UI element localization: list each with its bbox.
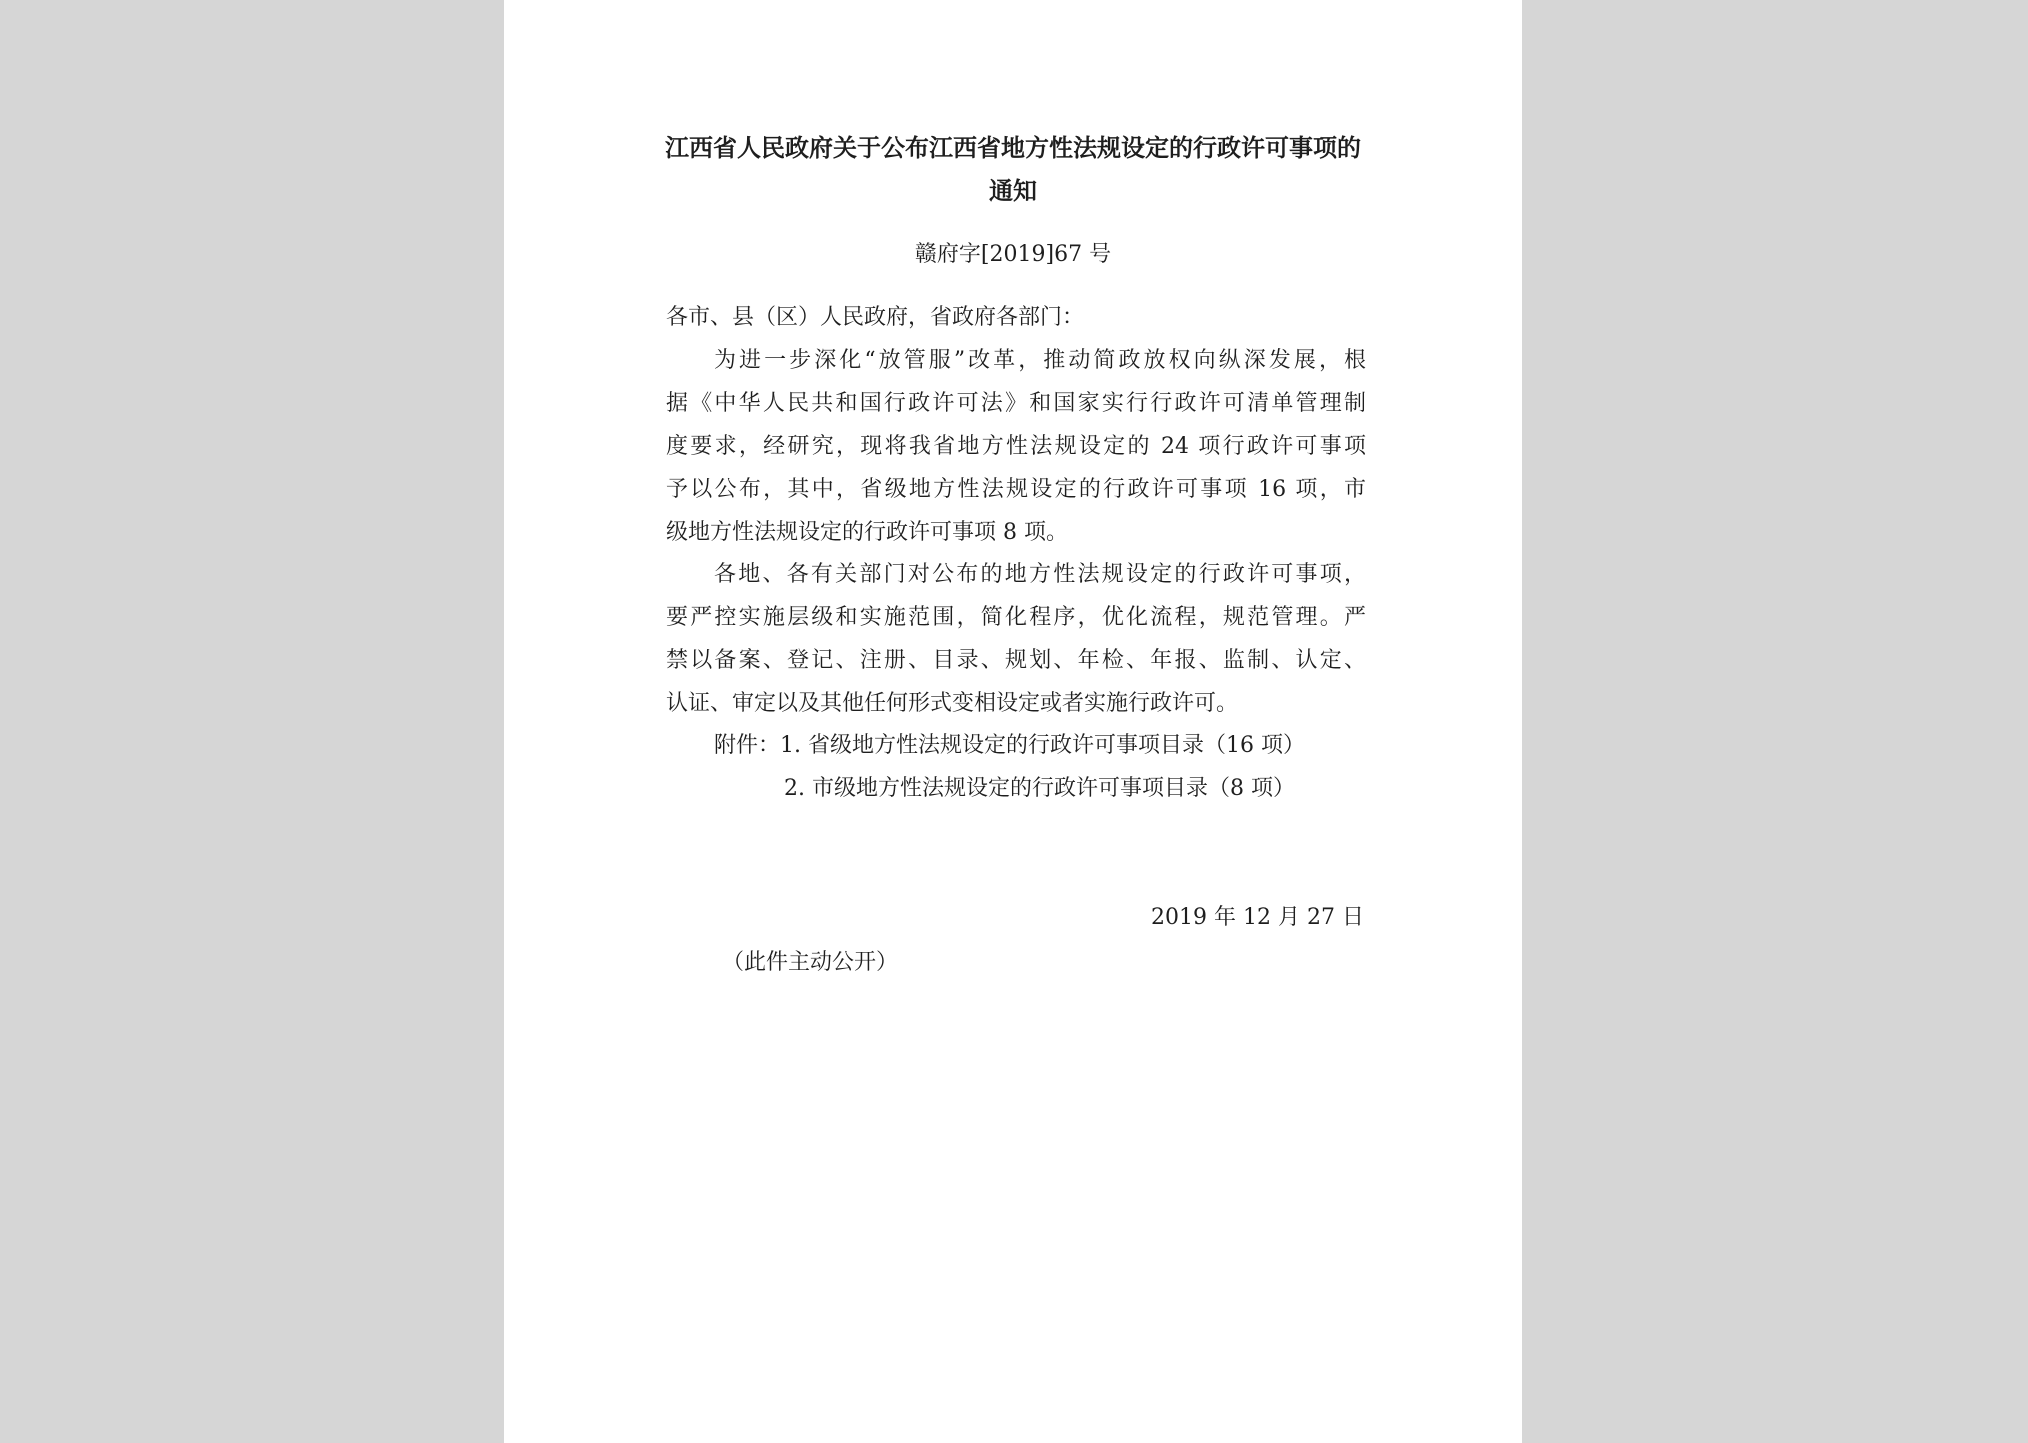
document-page	[504, 0, 1522, 1443]
issue-date: 2019 年 12 月 27 日	[1151, 905, 1364, 930]
doc-title-line-2: 通知	[989, 176, 1037, 205]
paragraph-1-line-5: 级地方性法规设定的行政许可事项 8 项。	[666, 520, 1068, 545]
disclosure-note: （此件主动公开）	[722, 950, 899, 975]
paragraph-1-line-2: 据《中华人民共和国行政许可法》和国家实行行政许可清单管理制	[666, 391, 1366, 416]
paragraph-2-line-1: 各地、各有关部门对公布的地方性法规设定的行政许可事项，	[714, 562, 1366, 587]
attachment-2: 2. 市级地方性法规设定的行政许可事项目录（8 项）	[784, 776, 1295, 801]
paragraph-2-line-3: 禁以备案、登记、注册、目录、规划、年检、年报、监制、认定、	[666, 648, 1366, 673]
paragraph-2-line-4: 认证、审定以及其他任何形式变相设定或者实施行政许可。	[666, 691, 1239, 716]
paragraph-2-line-2: 要严控实施层级和实施范围，简化程序，优化流程，规范管理。严	[666, 605, 1366, 630]
paragraph-1-line-4: 予以公布，其中，省级地方性法规设定的行政许可事项 16 项，市	[666, 477, 1366, 502]
salutation: 各市、县（区）人民政府，省政府各部门：	[666, 305, 1085, 330]
paragraph-1-line-1: 为进一步深化“放管服”改革，推动简政放权向纵深发展，根	[714, 348, 1366, 373]
doc-number: 赣府字[2019]67 号	[914, 242, 1112, 267]
doc-title-line-1: 江西省人民政府关于公布江西省地方性法规设定的行政许可事项的	[665, 133, 1361, 162]
attachment-1: 附件：1. 省级地方性法规设定的行政许可事项目录（16 项）	[714, 733, 1305, 758]
paragraph-1-line-3: 度要求，经研究，现将我省地方性法规设定的 24 项行政许可事项	[666, 434, 1366, 459]
